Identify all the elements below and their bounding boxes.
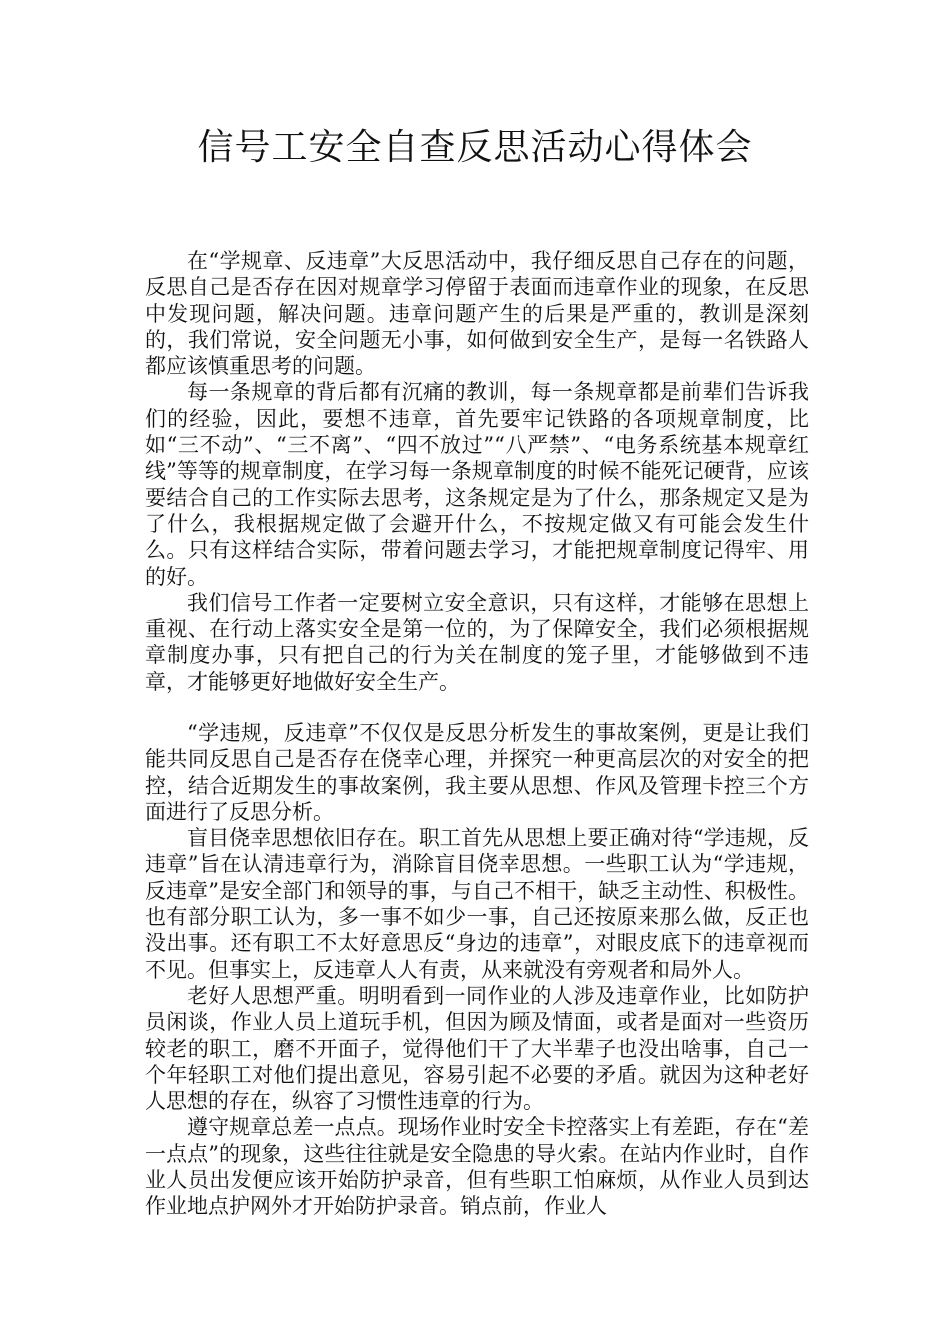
paragraph: 老好人思想严重。明明看到一同作业的人涉及违章作业，比如防护员闲谈，作业人员上道玩手机，但因为顾及情面，或者是面对一些资历较老的职工，磨不开面子，觉得他们干了大半辈子也没出啥事，自己一个年轻职工对他们提出意见，容易引起不必要的矛盾。就因为这种老好人思想的存在，纵容了习惯性违章的行为。 xyxy=(145,983,809,1114)
paragraph: 我们信号工作者一定要树立安全意识，只有这样，才能够在思想上重视、在行动上落实安全是第一位的，为了保障安全，我们必须根据规章制度办事，只有把自己的行为关在制度的笼子里，才能够做到不违章，才能够更好地做好安全生产。 xyxy=(145,590,809,694)
paragraph: 盲目侥幸思想依旧存在。职工首先从思想上要正确对待“学违规，反违章”旨在认清违章行为，消除盲目侥幸思想。一些职工认为“学违规，反违章”是安全部门和领导的事，与自己不相干，缺乏主动性、积极性。也有部分职工认为，多一事不如少一事，自己还按原来那么做，反正也没出事。还有职工不太好意思反“身边的违章”，对眼皮底下的违章视而不见。但事实上，反违章人人有责，从来就没有旁观者和局外人。 xyxy=(145,826,809,982)
document-title: 信号工安全自查反思活动心得体会 xyxy=(197,127,753,168)
paragraph: 每一条规章的背后都有沉痛的教训，每一条规章都是前辈们告诉我们的经验，因此，要想不违章，首先要牢记铁路的各项规章制度，比如“三不动”、“三不离”、“四不放过”“八严禁”、“电务系统基本规章红线”等等的规章制度，在学习每一条规章制度的时候不能死记硬背，应该要结合自己的工作实际去思考，这条规定是为了什么，那条规定又是为了什么，我根据规定做了会避开什么，不按规定做又有可能会发生什么。只有这样结合实际，带着问题去学习，才能把规章制度记得牢、用的好。 xyxy=(145,380,809,589)
section-one xyxy=(145,248,809,695)
paragraph: 在“学规章、反违章”大反思活动中，我仔细反思自己存在的问题，反思自己是否存在因对规章学习停留于表面而违章作业的现象，在反思中发现问题，解决问题。违章问题产生的后果是严重的，教训是深刻的，我们常说，安全问题无小事，如何做到安全生产，是每一名铁路人都应该慎重思考的问题。 xyxy=(145,249,809,379)
paragraph: “学违规，反违章”不仅仅是反思分析发生的事故案例，更是让我们能共同反思自己是否存在侥幸心理，并探究一种更高层次的对安全的把控，结合近期发生的事故案例，我主要从思想、作风及管理卡控三个方面进行了反思分析。 xyxy=(145,721,809,824)
section-two xyxy=(145,720,809,1220)
paragraph: 遵守规章总差一点点。现场作业时安全卡控落实上有差距，存在“差一点点”的现象，这些往往就是安全隐患的导火索。在站内作业时，自作业人员出发便应该开始防护录音，但有些职工怕麻烦，从作业人员到达作业地点护网外才开始防护录音。销点前，作业人 xyxy=(145,1115,809,1219)
